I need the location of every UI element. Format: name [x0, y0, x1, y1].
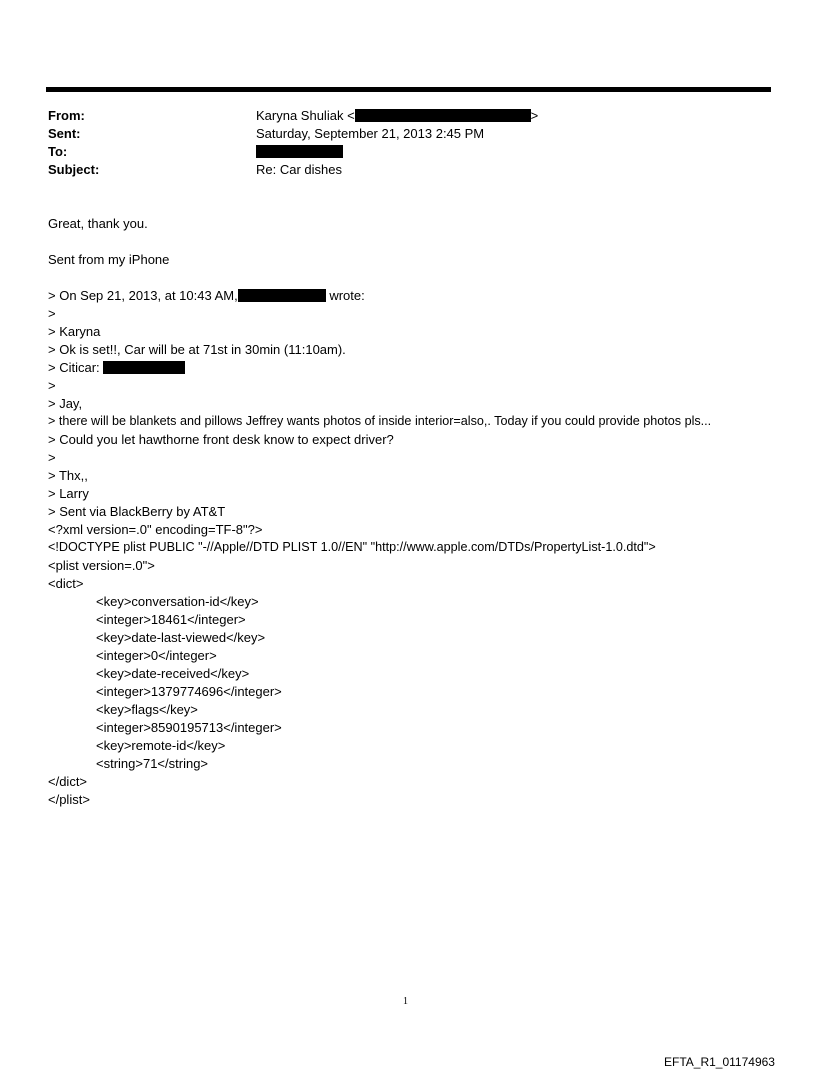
quoted-line: > Larry — [48, 486, 89, 501]
citicar-label: > Citicar: — [48, 360, 100, 375]
quoted-line — [48, 360, 185, 375]
redaction-bar — [238, 289, 326, 302]
header-rule — [46, 87, 771, 92]
xml-line: <integer>1379774696</integer> — [96, 684, 282, 699]
xml-line: <key>flags</key> — [96, 702, 198, 717]
from-value — [256, 108, 538, 123]
sent-value: Saturday, September 21, 2013 2:45 PM — [256, 126, 485, 141]
xml-line: <key>remote-id</key> — [96, 738, 226, 753]
subject-label: Subject: — [48, 162, 100, 177]
xml-line: </plist> — [48, 792, 90, 807]
quote-intro-post: wrote: — [325, 288, 365, 303]
quoted-line: > — [48, 450, 56, 465]
quoted-line: > Jay, — [48, 396, 83, 411]
redaction-bar — [256, 145, 343, 158]
to-label: To: — [48, 144, 68, 159]
quoted-line: > Sent via BlackBerry by AT&T — [48, 504, 226, 519]
xml-line: <key>conversation-id</key> — [96, 594, 259, 609]
quoted-line: > Thx,, — [48, 468, 88, 483]
quoted-line: > Ok is set!!, Car will be at 71st in 30min (11:10am). — [48, 342, 346, 357]
from-name: Karyna Shuliak — [256, 108, 344, 123]
xml-line: <key>date-received</key> — [96, 666, 250, 681]
page-number: 1 — [403, 996, 408, 1007]
quoted-line: > — [48, 306, 56, 321]
redaction-bar — [355, 109, 531, 122]
from-label: From: — [48, 108, 85, 123]
xml-line: <integer>8590195713</integer> — [96, 720, 282, 735]
xml-line: <dict> — [48, 576, 84, 591]
quote-intro — [48, 288, 365, 303]
xml-line: <key>date-last-viewed</key> — [96, 630, 266, 645]
xml-line: <integer>18461</integer> — [96, 612, 246, 627]
body-line: Great, thank you. — [48, 216, 148, 231]
xml-line: <?xml version=.0" encoding=TF-8"?> — [48, 522, 263, 537]
quoted-line: > there will be blankets and pillows Jeffrey wants photos of inside interior=also,. Today if you could provide photos pls... — [48, 414, 712, 428]
xml-line: <integer>0</integer> — [96, 648, 217, 663]
quoted-line: > Could you let hawthorne front desk know to expect driver? — [48, 432, 394, 447]
xml-line: <plist version=.0"> — [48, 558, 155, 573]
body-line: Sent from my iPhone — [48, 252, 170, 267]
to-value — [256, 144, 343, 159]
from-close: > — [530, 108, 539, 123]
xml-line: </dict> — [48, 774, 88, 789]
xml-line: <string>71</string> — [96, 756, 209, 771]
quoted-line: > — [48, 378, 56, 393]
document-id: EFTA_R1_01174963 — [664, 1055, 775, 1069]
subject-value: Re: Car dishes — [256, 162, 342, 177]
sent-label: Sent: — [48, 126, 81, 141]
redaction-bar — [103, 361, 185, 374]
xml-line: <!DOCTYPE plist PUBLIC "-//Apple//DTD PLIST 1.0//EN" "http://www.apple.com/DTDs/PropertyList-1.0.dtd"> — [48, 540, 656, 554]
quoted-line: > Karyna — [48, 324, 101, 339]
quote-intro-pre: > On Sep 21, 2013, at 10:43 AM, — [48, 288, 238, 303]
from-open: < — [347, 108, 355, 123]
